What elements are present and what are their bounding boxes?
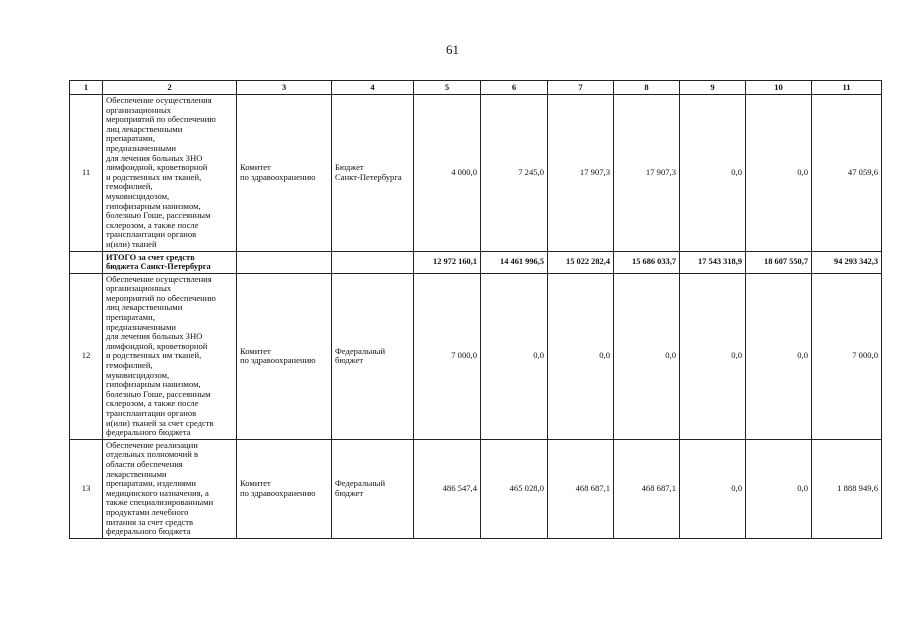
row-description-line: также специализированными (106, 497, 214, 508)
row-value: 12 972 160,1 (414, 251, 481, 273)
row-number: 11 (70, 95, 103, 252)
row-value: 0,0 (746, 273, 812, 439)
row-description-line: препаратами, (106, 133, 155, 144)
row-description-line: предназначенными (106, 142, 176, 153)
budget-table (69, 80, 882, 539)
row-value: 17 907,3 (614, 95, 680, 252)
table-row (70, 439, 882, 538)
column-header: 1 (70, 81, 103, 95)
column-header: 10 (746, 81, 812, 95)
row-value: 0,0 (746, 439, 812, 538)
row-funding-source-line: бюджет (335, 487, 364, 498)
row-value: 18 607 550,7 (746, 251, 812, 273)
row-description-line: лимфоидной, кроветворной (106, 340, 208, 351)
row-executor (237, 273, 332, 439)
row-value: 0,0 (548, 273, 614, 439)
row-description-line: и(или) тканей за счет средств (106, 417, 214, 428)
row-funding-source-line: Федеральный (335, 478, 386, 489)
row-description-line: склерозом, а также после (106, 219, 199, 230)
row-value: 14 461 996,5 (481, 251, 548, 273)
row-value: 468 687,1 (614, 439, 680, 538)
row-description-line: и(или) тканей (106, 238, 157, 249)
row-value: 465 028,0 (481, 439, 548, 538)
column-header: 4 (332, 81, 414, 95)
column-header: 2 (103, 81, 237, 95)
row-executor-line: Комитет (240, 162, 271, 173)
table-row (70, 95, 882, 252)
row-executor-line: по здравоохранению (240, 171, 316, 182)
row-description (103, 439, 237, 538)
row-funding-source-line: Санкт-Петербурга (335, 171, 402, 182)
row-value: 0,0 (481, 273, 548, 439)
row-description-line: препаратами, (106, 312, 155, 323)
row-value: 0,0 (680, 95, 746, 252)
row-description-line: болезнью Гоше, рассеянным (106, 388, 211, 399)
row-description-line: питания за счет средств (106, 516, 194, 527)
row-description-line: медицинского назначения, а (106, 487, 209, 498)
row-value: 7 000,0 (414, 273, 481, 439)
row-value: 0,0 (746, 95, 812, 252)
row-value: 17 543 318,9 (680, 251, 746, 273)
row-description-line: области обеспечения (106, 458, 183, 469)
column-header: 11 (812, 81, 882, 95)
row-description-line: мероприятий по обеспечению (106, 292, 216, 303)
row-description-line: и родственных им тканей, (106, 171, 202, 182)
row-description-line: лиц лекарственными (106, 302, 183, 313)
row-description-line: и родственных им тканей, (106, 350, 202, 361)
row-description-line: лимфоидной, кроветворной (106, 162, 208, 173)
row-description-line: федерального бюджета (106, 526, 191, 537)
row-executor-line: по здравоохранению (240, 487, 316, 498)
row-number: 12 (70, 273, 103, 439)
row-funding-source (332, 251, 414, 273)
row-description-line: муковисцидозом, (106, 369, 170, 380)
row-description (103, 251, 237, 273)
row-description-line: Обеспечение реализации (106, 439, 198, 450)
row-value: 15 022 282,4 (548, 251, 614, 273)
row-funding-source-line: бюджет (335, 355, 364, 366)
row-description-line: бюджета Санкт-Петербурга (106, 262, 211, 272)
row-value: 0,0 (614, 273, 680, 439)
row-executor (237, 439, 332, 538)
row-description-line: Обеспечение осуществления (106, 273, 212, 284)
header-row (70, 81, 882, 95)
table-body (70, 95, 882, 539)
row-description-line: для лечения больных ЗНО (106, 331, 203, 342)
row-description-line: гипофизарным нанизмом, (106, 379, 201, 390)
row-description-line: организационных (106, 104, 172, 115)
row-value: 7 000,0 (812, 273, 882, 439)
row-number: 13 (70, 439, 103, 538)
row-description-line: предназначенными (106, 321, 176, 332)
row-value: 17 907,3 (548, 95, 614, 252)
row-description (103, 273, 237, 439)
row-description (103, 95, 237, 252)
row-description-line: лиц лекарственными (106, 123, 183, 134)
row-description-line: организационных (106, 283, 172, 294)
column-header: 3 (237, 81, 332, 95)
column-header: 7 (548, 81, 614, 95)
row-description-line: склерозом, а также после (106, 398, 199, 409)
row-executor-line: Комитет (240, 478, 271, 489)
row-description-line: муковисцидозом, (106, 190, 170, 201)
row-description-line: мероприятий по обеспечению (106, 114, 216, 125)
table-row (70, 251, 882, 273)
row-funding-source (332, 95, 414, 252)
row-value: 0,0 (680, 439, 746, 538)
row-description-line: препаратами, изделиями (106, 478, 196, 489)
row-value: 468 687,1 (548, 439, 614, 538)
row-value: 7 245,0 (481, 95, 548, 252)
row-description-line: трансплантации органов (106, 229, 197, 240)
column-header: 6 (481, 81, 548, 95)
table-row (70, 273, 882, 439)
row-executor (237, 95, 332, 252)
column-header: 5 (414, 81, 481, 95)
row-funding-source (332, 273, 414, 439)
page-number: 61 (446, 42, 459, 57)
row-funding-source (332, 439, 414, 538)
row-value: 0,0 (680, 273, 746, 439)
row-number (70, 251, 103, 273)
row-value: 47 059,6 (812, 95, 882, 252)
row-executor-line: Комитет (240, 345, 271, 356)
row-executor-line: по здравоохранению (240, 355, 316, 366)
row-description-line: федерального бюджета (106, 427, 191, 438)
row-funding-source-line: Бюджет (335, 162, 364, 173)
row-executor (237, 251, 332, 273)
row-description-line: болезнью Гоше, рассеянным (106, 210, 211, 221)
row-description-line: гемофилией, (106, 181, 153, 192)
row-value: 486 547,4 (414, 439, 481, 538)
row-description-line: трансплантации органов (106, 408, 197, 418)
row-description-line: отдельных полномочий в (106, 449, 199, 460)
column-header: 9 (680, 81, 746, 95)
row-description-line: ИТОГО за счет средств (106, 252, 195, 262)
row-description-line: Обеспечение осуществления (106, 95, 212, 105)
row-value: 94 293 342,3 (812, 251, 882, 273)
row-description-line: продуктами лечебного (106, 506, 189, 517)
row-description-line: для лечения больных ЗНО (106, 152, 203, 163)
row-description-line: лекарственными (106, 468, 167, 479)
column-header: 8 (614, 81, 680, 95)
row-value: 1 888 949,6 (812, 439, 882, 538)
row-value: 15 686 033,7 (614, 251, 680, 273)
row-description-line: гипофизарным нанизмом, (106, 200, 201, 211)
row-description-line: гемофилией, (106, 360, 153, 371)
row-funding-source-line: Федеральный (335, 345, 386, 356)
row-value: 4 000,0 (414, 95, 481, 252)
